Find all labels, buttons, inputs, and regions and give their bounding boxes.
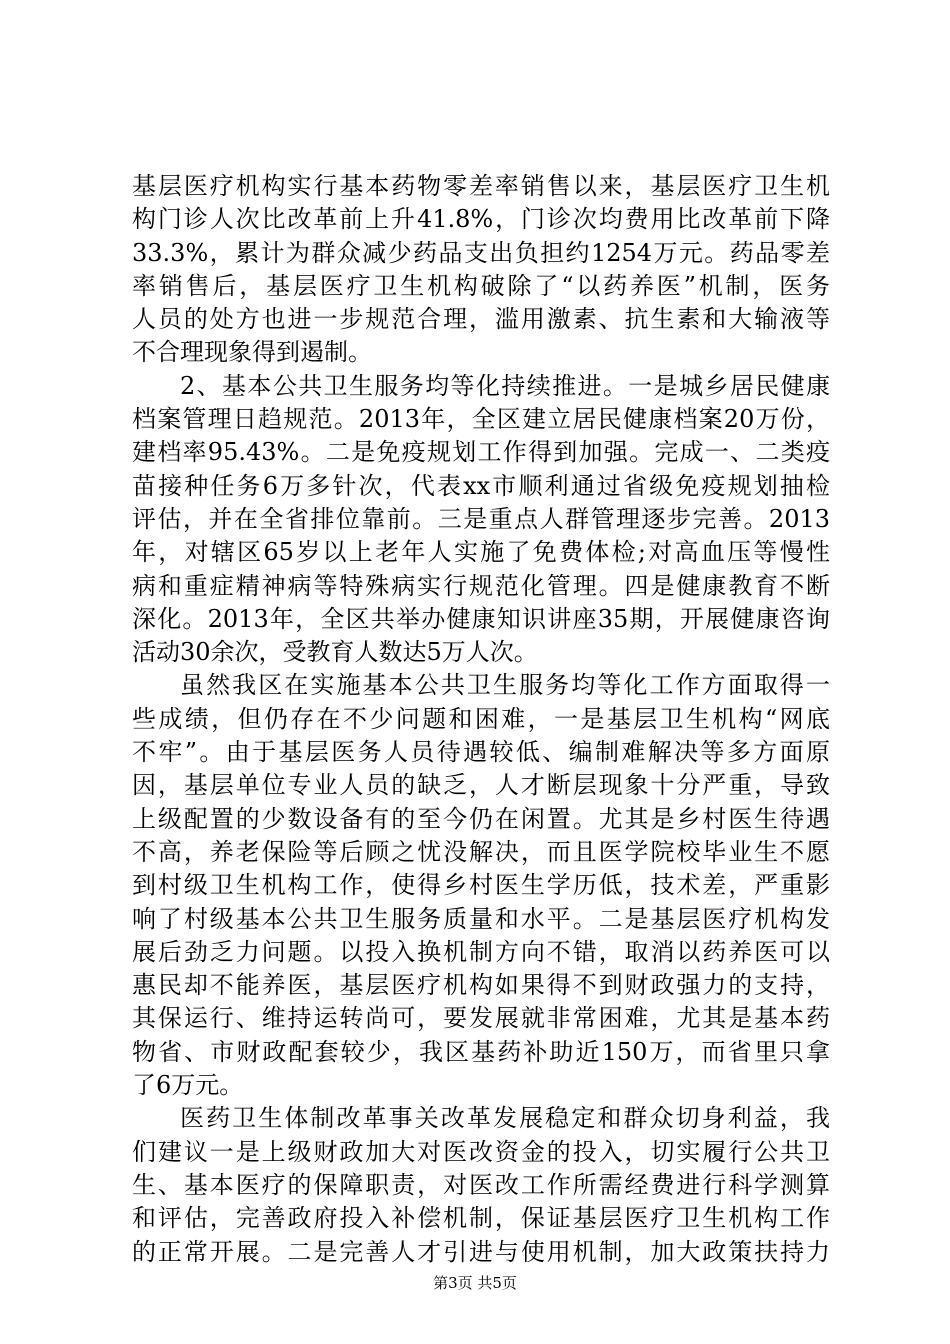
text-line: 些成绩，但仍存在不少问题和困难，一是基层卫生机构“网底 (132, 704, 830, 733)
text-line: 年，对辖区65岁以上老年人实施了免费体检;对高血压等慢性 (132, 538, 830, 567)
text-line: 不高，养老保险等后顾之忧没解决，而且医学院校毕业生不愿 (132, 837, 830, 866)
text-line: 医药卫生体制改革事关改革发展稳定和群众切身利益，我 (180, 1104, 830, 1133)
text-line: 展后劲乏力问题。以投入换机制方向不错，取消以药养医可以 (132, 937, 830, 966)
text-line: 物省、市财政配套较少，我区基药补助近150万，而省里只拿 (132, 1037, 830, 1066)
page-footer (0, 1273, 950, 1293)
text-line: 构门诊人次比改革前上升41.8%，门诊次均费用比改革前下降 (132, 205, 830, 234)
text-line: 档案管理日趋规范。2013年，全区建立居民健康档案20万份， (132, 405, 830, 434)
text-line: 建档率95.43%。二是免疫规划工作得到加强。完成一、二类疫 (132, 438, 830, 467)
text-line: 不合理现象得到遏制。 (132, 338, 372, 367)
text-line: 响了村级基本公共卫生服务质量和水平。二是基层医疗机构发 (132, 904, 830, 933)
text-line: 因，基层单位专业人员的缺乏，人才断层现象十分严重，导致 (132, 771, 830, 800)
text-line: 到村级卫生机构工作，使得乡村医生学历低，技术差，严重影 (132, 871, 830, 900)
text-line: 们建议一是上级财政加大对医改资金的投入，切实履行公共卫 (132, 1137, 830, 1166)
text-line: 基层医疗机构实行基本药物零差率销售以来，基层医疗卫生机 (132, 172, 830, 200)
text-line: 人员的处方也进一步规范合理，滥用激素、抗生素和大输液等 (132, 305, 830, 334)
text-line: 和评估，完善政府投入补偿机制，保证基层医疗卫生机构工作 (132, 1204, 830, 1233)
text-line: 2、基本公共卫生服务均等化持续推进。一是城乡居民健康 (180, 371, 830, 400)
text-line: 苗接种任务6万多针次，代表xx市顺利通过省级免疫规划抽检 (132, 471, 830, 500)
text-line: 病和重症精神病等特殊病实行规范化管理。四是健康教育不断 (132, 571, 830, 600)
text-line: 的正常开展。二是完善人才引进与使用机制，加大政策扶持力 (132, 1237, 830, 1266)
text-line: 了6万元。 (132, 1071, 244, 1100)
document-body (132, 170, 830, 1269)
text-line: 率销售后，基层医疗卫生机构破除了“以药养医”机制，医务 (132, 271, 830, 300)
text-line: 33.3%，累计为群众减少药品支出负担约1254万元。药品零差 (132, 238, 830, 267)
text-line: 生、基本医疗的保障职责，对医改工作所需经费进行科学测算 (132, 1170, 830, 1199)
text-line: 深化。2013年，全区共举办健康知识讲座35期，开展健康咨询 (132, 604, 830, 633)
text-line: 其保运行、维持运转尚可，要发展就非常困难，尤其是基本药 (132, 1004, 830, 1033)
text-line: 惠民却不能养医，基层医疗机构如果得不到财政强力的支持， (132, 971, 830, 1000)
text-line: 上级配置的少数设备有的至今仍在闲置。尤其是乡村医生待遇 (132, 804, 830, 833)
text-line: 活动30余次，受教育人数达5万人次。 (132, 638, 538, 667)
text-line: 不牢”。由于基层医务人员待遇较低、编制难解决等多方面原 (132, 738, 830, 767)
text-line: 评估，并在全省排位靠前。三是重点人群管理逐步完善。2013 (132, 504, 830, 533)
page-number-label: 第3页 共5页 (433, 1274, 517, 1292)
text-line: 虽然我区在实施基本公共卫生服务均等化工作方面取得一 (180, 671, 830, 700)
